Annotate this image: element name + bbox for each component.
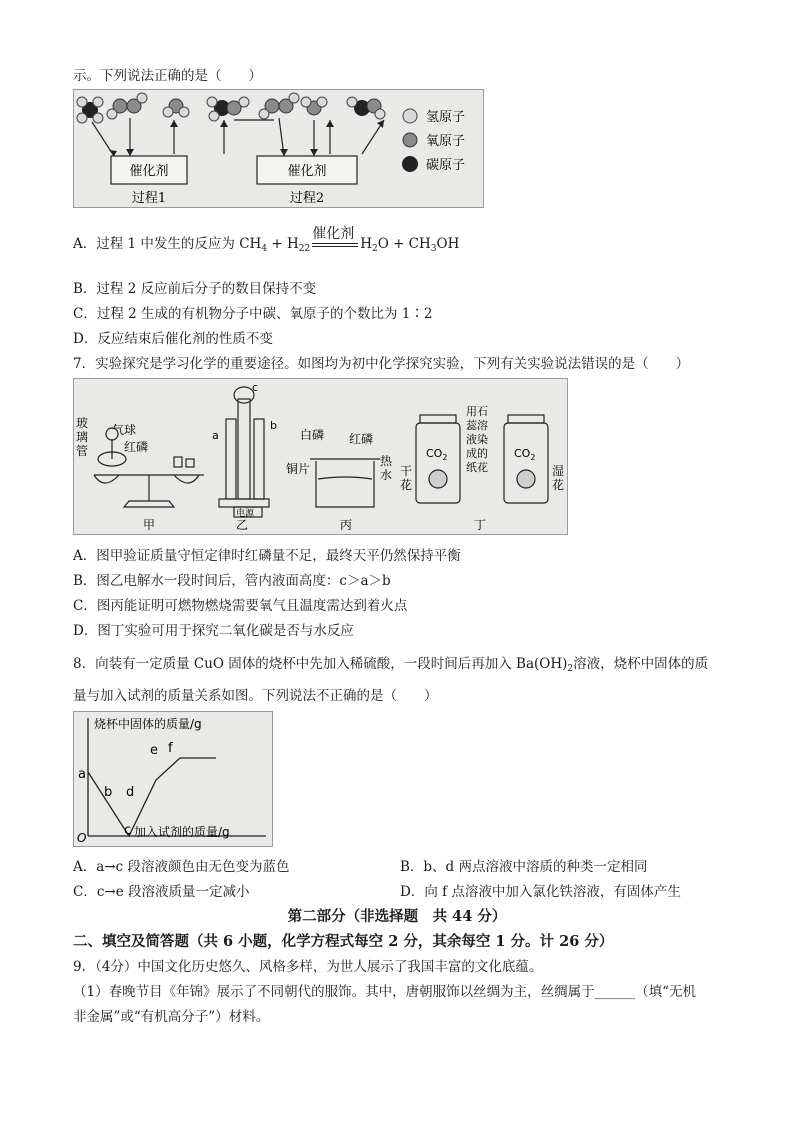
q9-sub1-line2: 非金属”或“有机高分子”）材料。 [73, 1009, 270, 1025]
point-f: f [168, 741, 173, 756]
caption-yi: 乙 [235, 518, 249, 532]
balance-apparatus [94, 428, 204, 507]
label-c: c [252, 381, 259, 394]
caption-ding: 丁 [473, 518, 487, 532]
q6-stem: 示。下列说法正确的是（ ） [73, 68, 262, 84]
caption-bing: 丙 [339, 518, 353, 532]
part2-title: 第二部分（非选择题 共 44 分） [287, 908, 507, 925]
label-b: b [270, 419, 277, 432]
q6-option-b[interactable]: B．过程 2 反应前后分子的数目保持不变 [73, 281, 317, 297]
legend-oxygen: 氧原子 [426, 134, 466, 149]
label-co2-2: $CO_2$ [514, 447, 536, 462]
label-glass-tube: 玻璃管 [76, 416, 89, 458]
label-white-phosphorus: 白磷 [300, 428, 325, 442]
equation-catalyst: 催化剂 [312, 243, 358, 247]
q8-stem-line2: 量与加入试剂的质量关系如图。下列说法不正确的是（ ） [73, 688, 438, 704]
product-molecule [347, 97, 385, 119]
q7-option-a[interactable]: A．图甲验证质量守恒定律时红磷量不足，最终天平仍然保持平衡 [73, 548, 461, 564]
q6-option-d[interactable]: D．反应结束后催化剂的性质不变 [73, 331, 273, 347]
label-co2-1: $CO_2$ [426, 447, 448, 462]
q8-option-b[interactable]: B．b、d 两点溶液中溶质的种类一定相同 [400, 859, 648, 875]
point-a: a [78, 767, 86, 782]
label-red-phosphorus: 红磷 [124, 440, 149, 454]
label-balloon: 气球 [112, 423, 137, 437]
point-d: d [126, 785, 135, 800]
combustion-apparatus [310, 459, 380, 507]
point-e: e [150, 743, 158, 758]
label-dry-flower: 干花 [400, 464, 413, 492]
q6-option-a[interactable]: A．过程 1 中发生的反应为 $CH_4 + H_{22}$ 催化剂 $H_2O + CH_3OH$ [73, 225, 460, 254]
hydrogen-peroxide-molecule [107, 93, 147, 119]
q8-option-d[interactable]: D．向 f 点溶液中加入氯化铁溶液，有固体产生 [400, 884, 681, 900]
section-heading: 二、填空及简答题（共 6 小题，化学方程式每空 2 分，其余每空 1 分。计 26 分） [73, 933, 614, 950]
q7-option-b[interactable]: B．图乙电解水一段时间后，管内液面高度：c＞a＞b [73, 573, 391, 589]
q8-stem-line1: 8．向装有一定质量 CuO 固体的烧杯中先加入稀硫酸，一段时间后再加入 $Ba(OH)_2$溶液，烧杯中固体的质 [73, 656, 709, 674]
caption-jia: 甲 [142, 518, 156, 532]
label-copper: 铜片 [286, 462, 311, 476]
oxygen-molecule [259, 93, 299, 119]
graph-origin: O [77, 831, 87, 845]
process1-label: 过程1 [131, 191, 167, 206]
legend-carbon: 碳原子 [426, 158, 466, 173]
catalyst-label-1: 催化剂 [129, 164, 169, 179]
label-hot-water: 热水 [380, 454, 393, 482]
q7-experiment-diagram [73, 378, 568, 535]
water-molecule-2 [301, 97, 327, 115]
point-c: c [124, 823, 132, 838]
electrolysis-apparatus [219, 387, 269, 517]
q7-option-d[interactable]: D．图丁实验可用于探究二氧化碳是否与水反应 [73, 623, 354, 639]
q6-reaction-diagram [73, 89, 484, 208]
methanol-molecule [207, 97, 249, 121]
water-molecule [163, 99, 189, 117]
q6-option-c[interactable]: C．过程 2 生成的有机物分子中碳、氧原子的个数比为 1∶2 [73, 306, 433, 322]
graph-y-label: 烧杯中固体的质量/g [94, 717, 202, 731]
atom-legend [402, 109, 465, 173]
point-b: b [104, 785, 113, 800]
label-power: 电源 [236, 509, 255, 519]
q7-stem: 7．实验探究是学习化学的重要途径。如图均为初中化学探究实验，下列有关实验说法错误的是（ ） [73, 356, 690, 372]
label-a: a [212, 429, 219, 442]
methane-molecule [77, 97, 103, 123]
q9-sub1-line1: （1）春晚节目《年锦》展示了不同朝代的服饰。其中，唐朝服饰以丝绸为主，丝绸属于______（填“无机 [73, 984, 696, 1000]
q7-option-c[interactable]: C．图丙能证明可燃物燃烧需要氧气且温度需达到着火点 [73, 598, 408, 614]
q8-graph [73, 711, 273, 847]
graph-x-label: 加入试剂的质量/g [134, 825, 230, 839]
legend-hydrogen: 氢原子 [426, 110, 466, 125]
label-red-phosphorus-2: 红磷 [349, 432, 374, 446]
label-wet-flower: 湿花 [552, 464, 565, 492]
label-litmus-flower: 用石蕊溶液染成的纸花 [466, 405, 488, 474]
process2-label: 过程2 [289, 191, 325, 206]
q8-option-a[interactable]: A．a→c 段溶液颜色由无色变为蓝色 [73, 859, 290, 875]
catalyst-label-2: 催化剂 [287, 164, 327, 179]
q8-option-c[interactable]: C．c→e 段溶液质量一定减小 [73, 884, 250, 900]
q9-stem: 9．（4分）中国文化历史悠久、风格多样，为世人展示了我国丰富的文化底蕴。 [73, 959, 543, 975]
